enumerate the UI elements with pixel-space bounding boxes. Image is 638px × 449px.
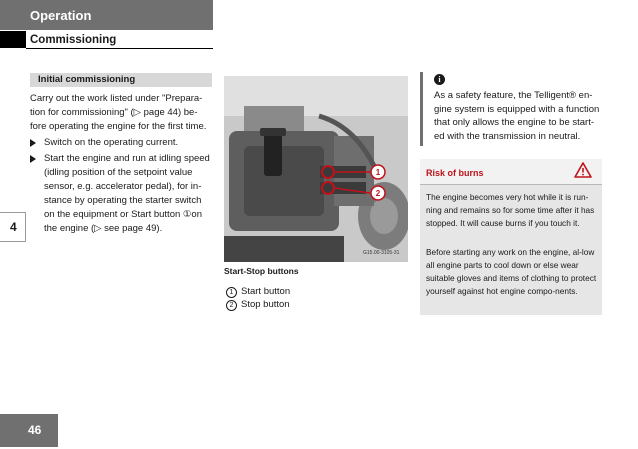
- section-underline: [26, 48, 213, 49]
- subsection-heading: [30, 73, 212, 87]
- chapter-tab-number: 4: [10, 220, 17, 234]
- legend-number: 1: [226, 287, 237, 298]
- page-number: 46: [28, 423, 42, 437]
- svg-text:1: 1: [375, 168, 381, 177]
- info-icon: i: [434, 74, 445, 85]
- info-note-text: As a safety feature, the Telligent® en-gine system is equipped with a function that only allows the engine to be start-ed with the transmission in neutral.: [434, 90, 600, 142]
- figure-caption: Start-Stop buttons: [224, 266, 299, 276]
- engine-illustration: [224, 76, 408, 262]
- callout-1: [371, 165, 385, 179]
- legend-item: [226, 286, 290, 298]
- section-marker: [0, 31, 26, 48]
- warning-paragraph: The engine becomes very hot while it is run-ning and remains so for some time after it has stopped. It will cause burns if you touch it.: [426, 192, 595, 228]
- warning-paragraph: Before starting any work on the engine, al-low all engine parts to cool down or else wear suitable gloves and items of clothing to protect yourself against hot engine compo-nents.: [426, 247, 597, 296]
- section-title: Commissioning: [30, 34, 117, 46]
- callout-2: [371, 186, 385, 200]
- engine-photo: [224, 76, 408, 262]
- step-text: Switch on the operating current.: [44, 137, 179, 148]
- intro-paragraph: Carry out the work listed under "Prepara-tion for commissioning" (▷ page 44) be-fore operating the engine for the first time.: [30, 93, 207, 132]
- warning-title: Risk of burns: [426, 168, 484, 178]
- legend-item: [226, 299, 290, 311]
- step-text: Start the engine and run at idling speed (idling position of the setpoint value sensor, e.g. accelerator pedal), for in-stance by operating the starter switch on the equipment or Start button ①on the engine (▷ see page 49).: [44, 153, 210, 234]
- legend-number: 2: [226, 300, 237, 311]
- warning-triangle-icon: [574, 162, 592, 183]
- chapter-title: Operation: [30, 8, 92, 23]
- figure-code: G15.00-3105-31: [363, 250, 400, 256]
- bullet-arrow-icon: [30, 139, 36, 147]
- step-item: [30, 136, 213, 150]
- bullet-arrow-icon: [30, 155, 36, 163]
- chapter-header: [0, 0, 213, 30]
- info-note-bar: [420, 72, 423, 146]
- step-item: [30, 152, 213, 236]
- legend-label: Start button: [241, 286, 291, 297]
- svg-text:2: 2: [375, 189, 381, 198]
- legend-label: Stop button: [241, 299, 290, 310]
- page-number-box: [0, 414, 58, 447]
- subsection-heading-text: Initial commissioning: [38, 74, 136, 85]
- chapter-tab: [0, 212, 26, 242]
